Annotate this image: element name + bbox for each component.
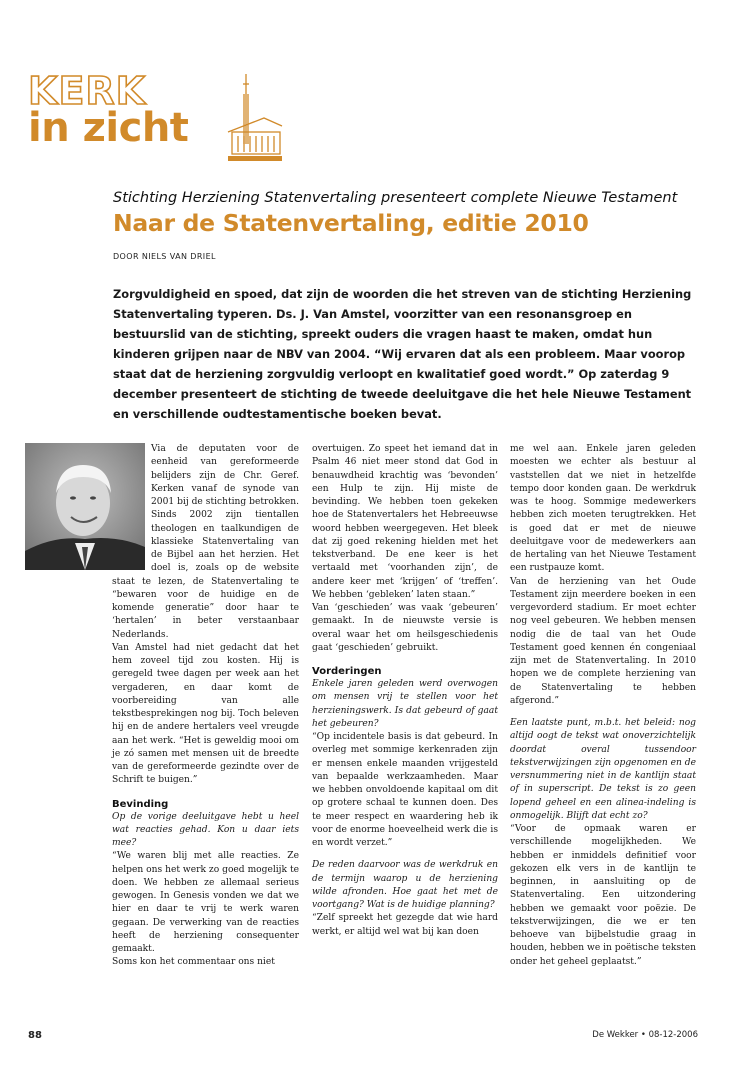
article-column-1	[112, 443, 299, 970]
interview-question-3: De reden daarvoor was de werkdruk en de termijn waarop u de herziening wilde afronden. Hoe gaat het met de voortgang? Wat is de huidige planning?	[312, 860, 498, 910]
subheading-bevinding: Bevinding	[112, 798, 169, 810]
col2-paragraph-3: “Op incidentele basis is dat gebeurd. In overleg met sommige kerkenraden zijn er mensen enkele maanden vrijgesteld van bepaalde werkzaamheden. Maar we hebben onvoldoende kapitaal om dit op grotere schaal te kunnen doen. Des te meer respect en waardering heb ik voor de enorme hoeveelheid werk die is en wordt verzet.”	[312, 732, 498, 848]
article-column-3	[510, 443, 696, 969]
article-headline: Naar de Statenvertaling, editie 2010	[113, 209, 589, 237]
article-kicker: Stichting Herziening Statenvertaling presenteert complete Nieuwe Testament	[113, 190, 678, 206]
masthead-kerk: KERK	[28, 69, 147, 113]
interview-question-4: Een laatste punt, m.b.t. het beleid: nog altijd oogt de tekst wat onoverzichtelijk doordat overal tussendoor tekstverwijzingen zijn opgenomen en de versnummering niet in de kantlijn staat of in superscript. De tekst is zo geen lopend geheel en een alinea-indeling is onmogelijk. Blijft dat echt zo?	[510, 718, 696, 821]
col3-paragraph-3: “Voor de opmaak waren er verschillende mogelijkheden. We hebben er inmiddels definitief voor gekozen elk vers in de kantlijn te beginnen, in aansluiting op de Statenvertaling. Een uitzondering hebben we gemaakt voor poëzie. De tekstverwijzingen, die we er ten behoeve van bijbelstudie graag in houden, hebben we in poëtische teksten onder het geheel geplaatst.”	[510, 824, 696, 967]
subheading-vorderingen: Vorderingen	[312, 666, 382, 677]
col2-paragraph-2: Van ‘geschieden’ was vaak ‘gebeuren’ gemaakt. In de nieuwste versie is overal waar het om heilsgeschiedenis gaat ‘geschieden’ gebruikt.	[312, 603, 498, 653]
interview-question-2: Enkele jaren geleden werd overwogen om mensen vrij te stellen voor het herzieningswerk. Is dat gebeurd of gaat het gebeuren?	[312, 679, 498, 729]
article-intro: Zorgvuldigheid en spoed, dat zijn de woorden die het streven van de stichting Herziening Statenvertaling typeren. Ds. J. Van Amstel, voorzitter van een resonansgroep en bestuurslid van de stichting, spreekt ouders die vragen haast te maken, omdat hun kinderen grijpen naar de NBV van 2004. “Wij ervaren dat als een probleem. Maar voorop staat dat de herziening zorgvuldig verloopt en kwalitatief goed wordt.” Op zaterdag 9 december presenteert de stichting de tweede deeluitgave die het hele Nieuwe Testament en verschillende oudtestamentische boeken bevat.	[113, 287, 692, 421]
col3-paragraph-2: Van de herziening van het Oude Testament zijn meerdere boeken in een vergevorderd stadium. Er moet echter nog veel gebeuren. We hebben mensen nodig die de taal van het Oude Testament goed kennen én congeniaal zijn met de Statenvertaling. In 2010 hopen we de complete herziening van de Statenvertaling te hebben afgerond.”	[510, 576, 696, 706]
col2-paragraph-1: overtuigen. Zo speet het iemand dat in Psalm 46 niet meer stond dat God in benauwdheid krachtig was ‘bevonden’ een Hulp te zijn. Hij miste de bevinding. We hebben toen gekeken hoe de Statenvertalers het Hebreeuwse woord hebben weergegeven. Het bleek dat zij goed rekening hielden met het tekstverband. De ene keer is het vertaald met ‘voorhanden zijn’, de andere keer met ‘krijgen’ of ‘treffen’. We hebben ‘gebleken’ laten staan.”	[312, 444, 498, 600]
col1-paragraph-1: Via de deputaten voor de eenheid van gereformeerde belijders zijn de Chr. Geref. Kerken vanaf de synode van 2001 bij de stichting betrokken. Sinds 2002 zijn tientallen theologen en taalkundigen de klassieke Statenvertaling van de Bijbel aan het herzien. Het doel is, zoals op de website staat te lezen, de Statenvertaling te “bewaren voor de huidige en de komende generatie” door haar te ‘hertalen’ in beter verstaanbaar Nederlands.	[112, 444, 299, 640]
col1-paragraph-3: “We waren blij met alle reacties. Ze helpen ons het werk zo goed mogelijk te doen. We hebben ze allemaal serieus gewogen. In Genesis vonden we dat we hier en daar te vrij te werk waren gegaan. De verwerking van de reacties heeft de herziening consequenter gemaakt.	[112, 851, 299, 954]
church-icon	[224, 74, 284, 164]
col2-paragraph-4: “Zelf spreekt het gezegde dat wie hard werkt, er altijd wel wat bij kan doen	[312, 913, 498, 937]
col3-paragraph-1: me wel aan. Enkele jaren geleden moesten we echter als bestuur al vaststellen dat we niet in hetzelfde tempo door konden gaan. De werkdruk was te hoog. Sommige medewerkers hebben zich moeten terugtrekken. Het is goed dat er met de nieuwe deeluitgave voor de medewerkers aan de hertaling van het Nieuwe Testament een rustpauze komt.	[510, 444, 696, 574]
portrait-photo	[25, 443, 145, 570]
col1-paragraph-2: Van Amstel had niet gedacht dat het hem zoveel tijd zou kosten. Hij is geregeld twee dagen per week aan het vergaderen, en daar komt de voorbereiding van alle tekstbesprekingen nog bij. Toch beleven hij en de andere hertalers veel vreugde aan het werk. “Het is geweldig mooi om je zó samen met mensen uit de breedte van de gereformeerde gezindte over de Schrift te buigen.”	[112, 642, 299, 786]
publication-footer: De Wekker • 08-12-2006	[592, 1030, 698, 1040]
masthead	[28, 60, 258, 170]
masthead-in-zicht: in zicht	[28, 105, 189, 151]
col1-paragraph-4: Soms kon het commentaar ons niet	[112, 957, 275, 968]
article-column-2	[312, 443, 498, 939]
page-number: 88	[28, 1030, 42, 1041]
interview-question-1: Op de vorige deeluitgave hebt u heel wat reacties gehad. Kon u daar iets mee?	[112, 811, 299, 848]
article-byline: DOOR NIELS VAN DRIEL	[113, 252, 216, 261]
